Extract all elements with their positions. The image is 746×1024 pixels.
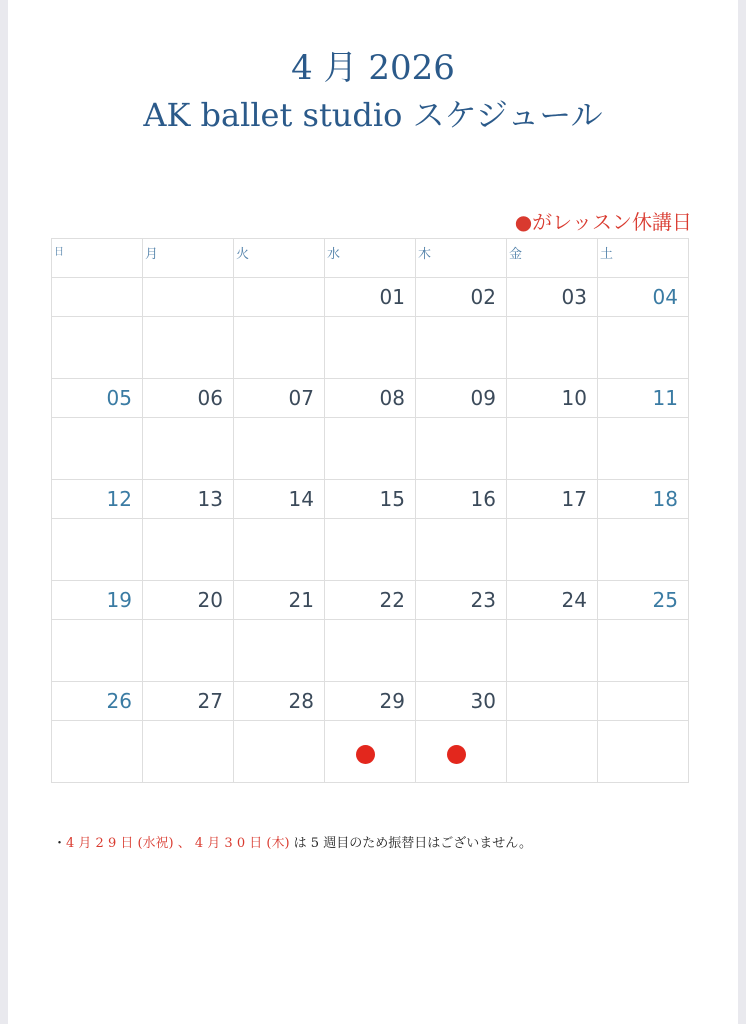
date-cell: 22 [325, 581, 416, 620]
date-cell: 18 [598, 480, 689, 519]
day-body [143, 519, 234, 581]
day-body [52, 519, 143, 581]
day-body [416, 620, 507, 682]
day-body [507, 721, 598, 783]
day-body [143, 620, 234, 682]
day-body [143, 418, 234, 480]
date-cell: 06 [143, 379, 234, 418]
weekday-sat: 土 [598, 239, 689, 278]
date-cell [52, 278, 143, 317]
day-body [507, 519, 598, 581]
note-text: は 5 週目のため振替日はございません。 [289, 836, 532, 851]
date-cell: 19 [52, 581, 143, 620]
date-cell: 15 [325, 480, 416, 519]
week-1-dates [52, 278, 689, 317]
day-body [598, 317, 689, 379]
date-cell: 29 [325, 682, 416, 721]
day-body [507, 317, 598, 379]
date-cell [234, 278, 325, 317]
date-cell: 23 [416, 581, 507, 620]
date-cell: 02 [416, 278, 507, 317]
day-body [416, 418, 507, 480]
schedule-page [8, 0, 738, 1024]
studio-title: AK ballet studio スケジュール [143, 96, 603, 134]
day-body [234, 620, 325, 682]
weekday-wed: 水 [325, 239, 416, 278]
date-cell [598, 682, 689, 721]
calendar-grid [51, 238, 689, 783]
day-body [598, 721, 689, 783]
weekday-fri: 金 [507, 239, 598, 278]
date-cell: 14 [234, 480, 325, 519]
day-body [598, 620, 689, 682]
day-body [52, 620, 143, 682]
note-bullet: ・ [53, 836, 67, 851]
day-body [52, 721, 143, 783]
weekday-sun: 日 [52, 239, 143, 278]
date-cell: 24 [507, 581, 598, 620]
week-5-dates [52, 682, 689, 721]
date-cell: 04 [598, 278, 689, 317]
day-body [234, 519, 325, 581]
day-body-closed-29 [325, 721, 416, 783]
day-body [325, 620, 416, 682]
date-cell: 25 [598, 581, 689, 620]
day-body [52, 418, 143, 480]
note-closed-dates: 4 月 2 9 日 (水祝) 、 4 月 3 0 日 (木) [66, 836, 290, 851]
day-body [234, 721, 325, 783]
week-4-dates [52, 581, 689, 620]
week-2-dates [52, 379, 689, 418]
week-3-body [52, 519, 689, 581]
day-body [416, 519, 507, 581]
weekday-header-row [52, 239, 689, 278]
day-body [598, 418, 689, 480]
weekday-mon: 月 [143, 239, 234, 278]
date-cell: 27 [143, 682, 234, 721]
day-body-closed-30 [416, 721, 507, 783]
date-cell: 26 [52, 682, 143, 721]
day-body [507, 620, 598, 682]
week-4-body [52, 620, 689, 682]
week-3-dates [52, 480, 689, 519]
schedule-note [53, 832, 532, 851]
weekday-tue: 火 [234, 239, 325, 278]
day-body [325, 519, 416, 581]
date-cell: 28 [234, 682, 325, 721]
weekday-thu: 木 [416, 239, 507, 278]
date-cell: 16 [416, 480, 507, 519]
date-cell [143, 278, 234, 317]
day-body [143, 317, 234, 379]
date-cell: 20 [143, 581, 234, 620]
month-title: 4 月 2026 [291, 48, 455, 88]
week-2-body [52, 418, 689, 480]
date-cell: 21 [234, 581, 325, 620]
day-body [234, 317, 325, 379]
date-cell: 12 [52, 480, 143, 519]
day-body [507, 418, 598, 480]
closed-day-dot-icon [356, 745, 375, 764]
day-body [234, 418, 325, 480]
day-body [598, 519, 689, 581]
date-cell: 01 [325, 278, 416, 317]
date-cell: 09 [416, 379, 507, 418]
closed-day-legend: ●がレッスン休講日 [514, 210, 692, 234]
date-cell: 03 [507, 278, 598, 317]
date-cell [507, 682, 598, 721]
date-cell: 17 [507, 480, 598, 519]
day-body [416, 317, 507, 379]
date-cell: 05 [52, 379, 143, 418]
day-body [143, 721, 234, 783]
day-body [52, 317, 143, 379]
week-1-body [52, 317, 689, 379]
week-5-body [52, 721, 689, 783]
date-cell: 11 [598, 379, 689, 418]
date-cell: 30 [416, 682, 507, 721]
date-cell: 08 [325, 379, 416, 418]
date-cell: 07 [234, 379, 325, 418]
day-body [325, 418, 416, 480]
date-cell: 13 [143, 480, 234, 519]
closed-day-dot-icon [447, 745, 466, 764]
day-body [325, 317, 416, 379]
date-cell: 10 [507, 379, 598, 418]
